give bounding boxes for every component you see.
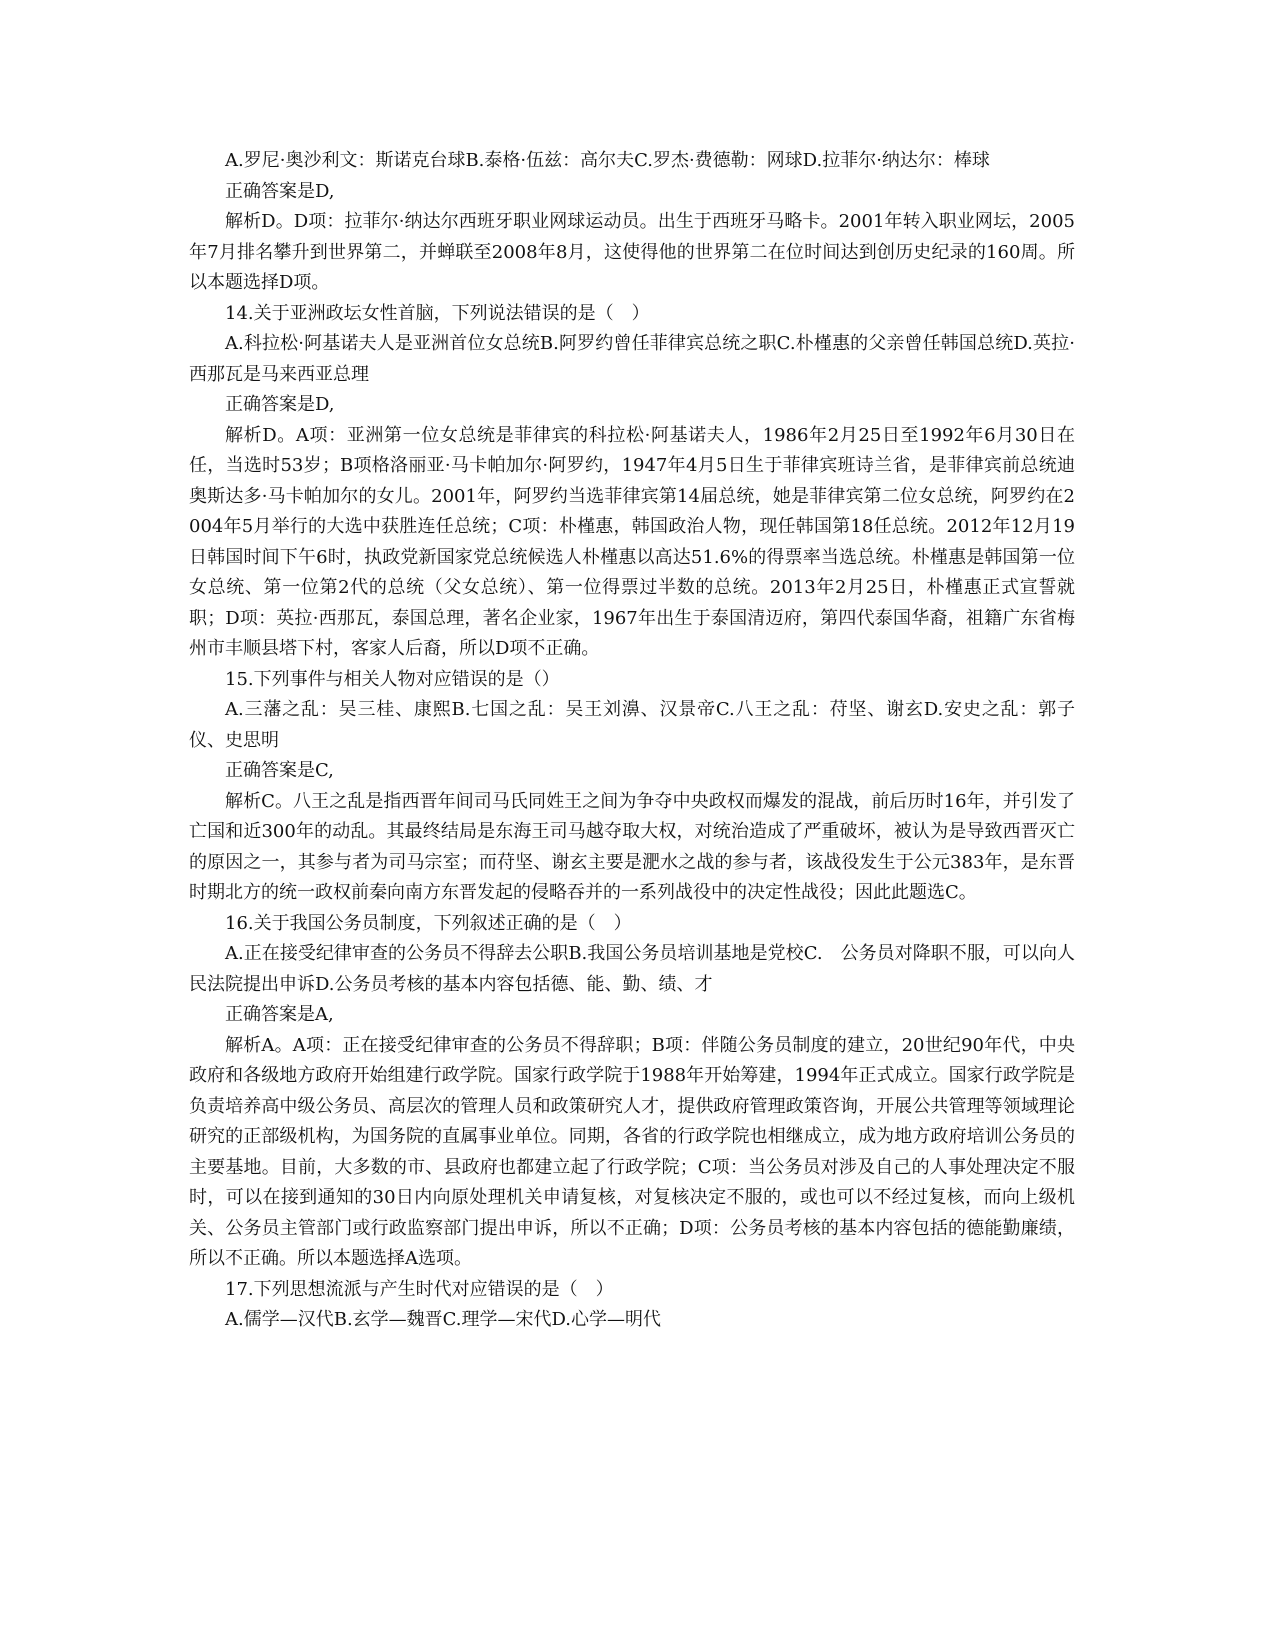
option-line-q17: A.儒学—汉代B.玄学—魏晋C.理学—宋代D.心学—明代 bbox=[225, 1309, 662, 1330]
explanation-q15: 解析C。八王之乱是指西晋年间司马氏同姓王之间为争夺中央政权而爆发的混战，前后历时16年，并引发了亡国和近300年的动乱。其最终结局是东海王司马越夺取大权，对统治造成了严重破坏，被认为是导致西晋灭亡的原因之一，其参与者为司马宗室；而苻坚、谢玄主要是淝水之战的参与者，该战役发生于公元383年，是东晋时期北方的统一政权前秦向南方东晋发起的侵略吞并的一系列战役中的决定性战役；因此此题选C。 bbox=[189, 790, 1075, 903]
question-15: 15.下列事件与相关人物对应错误的是（） bbox=[225, 668, 560, 690]
question-14: 14.关于亚洲政坛女性首脑，下列说法错误的是（ ） bbox=[225, 302, 650, 324]
explanation-q13: 解析D。D项：拉菲尔·纳达尔西班牙职业网球运动员。出生于西班牙马略卡。2001年转入职业网坛，2005年7月排名攀升到世界第二，并蝉联至2008年8月，这使得他的世界第二在位时间达到创历史纪录的160周。所以本题选择D项。 bbox=[189, 211, 1075, 293]
question-17: 17.下列思想流派与产生时代对应错误的是（ ） bbox=[225, 1278, 614, 1300]
option-line-q15: A.三藩之乱：吴三桂、康熙B.七国之乱：吴王刘濞、汉景帝C.八王之乱：苻坚、谢玄D.安史之乱：郭子仪、史思明 bbox=[189, 699, 1075, 751]
option-line-q14: A.科拉松·阿基诺夫人是亚洲首位女总统B.阿罗约曾任菲律宾总统之职C.朴槿惠的父亲曾任韩国总统D.英拉·西那瓦是马来西亚总理 bbox=[189, 333, 1075, 385]
answer-line-q13: 正确答案是D, bbox=[225, 180, 335, 202]
answer-line-q16: 正确答案是A, bbox=[225, 1004, 334, 1025]
answer-line-q14: 正确答案是D, bbox=[225, 394, 335, 415]
document-body bbox=[189, 146, 1075, 1336]
option-line-q13: A.罗尼·奥沙利文：斯诺克台球B.泰格·伍兹：高尔夫C.罗杰·费德勒：网球D.拉菲尔·纳达尔：棒球 bbox=[225, 150, 990, 171]
explanation-q14: 解析D。A项：亚洲第一位女总统是菲律宾的科拉松·阿基诺夫人，1986年2月25日至1992年6月30日在任，当选时53岁；B项格洛丽亚·马卡帕加尔·阿罗约，1947年4月5日生于菲律宾班诗兰省，是菲律宾前总统迪奥斯达多·马卡帕加尔的女儿。2001年，阿罗约当选菲律宾第14届总统，她是菲律宾第二位女总统，阿罗约在2004年5月举行的大选中获胜连任总统；C项：朴槿惠，韩国政治人物，现任韩国第18任总统。2012年12月19日韩国时间下午6时，执政党新国家党总统候选人朴槿惠以高达51.6%的得票率当选总统。朴槿惠是韩国第一位女总统、第一位第2代的总统（父女总统）、第一位得票过半数的总统。2013年2月25日，朴槿惠正式宣誓就职；D项：英拉·西那瓦，泰国总理，著名企业家，1967年出生于泰国清迈府，第四代泰国华裔，祖籍广东省梅州市丰顺县塔下村，客家人后裔，所以D项不正确。 bbox=[189, 424, 1075, 659]
answer-line-q15: 正确答案是C, bbox=[225, 760, 334, 781]
explanation-q16: 解析A。A项：正在接受纪律审查的公务员不得辞职；B项：伴随公务员制度的建立，20世纪90年代，中央政府和各级地方政府开始组建行政学院。国家行政学院于1988年开始筹建，1994年正式成立。国家行政学院是负责培养高中级公务员、高层次的管理人员和政策研究人才，提供政府管理政策咨询，开展公共管理等领域理论研究的正部级机构，为国务院的直属事业单位。同期，各省的行政学院也相继成立，成为地方政府培训公务员的主要基地。目前，大多数的市、县政府也都建立起了行政学院；C项：当公务员对涉及自己的人事处理决定不服时，可以在接到通知的30日内向原处理机关申请复核，对复核决定不服的，或也可以不经过复核，而向上级机关、公务员主管部门或行政监察部门提出申诉，所以不正确；D项：公务员考核的基本内容包括的德能勤廉绩，所以不正确。所以本题选择A选项。 bbox=[189, 1034, 1075, 1269]
question-16: 16.关于我国公务员制度，下列叙述正确的是（ ） bbox=[225, 912, 632, 934]
option-line-q16: A.正在接受纪律审查的公务员不得辞去公职B.我国公务员培训基地是党校C. 公务员对降职不服，可以向人民法院提出申诉D.公务员考核的基本内容包括德、能、勤、绩、才 bbox=[189, 943, 1075, 995]
